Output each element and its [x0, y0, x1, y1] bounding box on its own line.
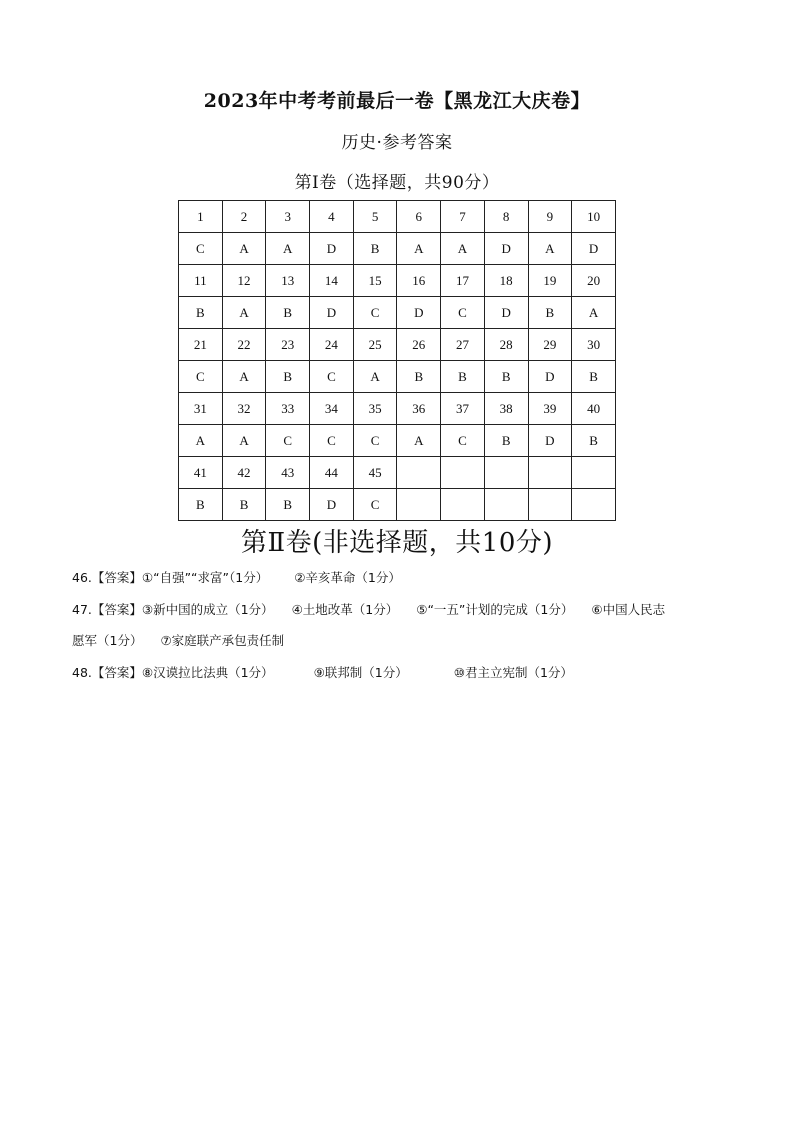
- answer-cell: A: [266, 233, 310, 265]
- question-number-cell: 44: [310, 457, 354, 489]
- question-number-cell: 45: [353, 457, 397, 489]
- question-number-row: [179, 393, 616, 425]
- answer-cell: D: [310, 297, 354, 329]
- answer-cell: C: [353, 489, 397, 521]
- answer-table: [178, 200, 616, 521]
- question-number-cell: 34: [310, 393, 354, 425]
- question-number-cell: 43: [266, 457, 310, 489]
- answer-cell: D: [528, 425, 572, 457]
- question-number-cell: 37: [441, 393, 485, 425]
- answer-row: [179, 489, 616, 521]
- answer-cell: A: [222, 297, 266, 329]
- document-subtitle: 历史·参考答案: [341, 133, 453, 153]
- question-number-cell: [441, 457, 485, 489]
- answer-cell: B: [353, 233, 397, 265]
- answer-cell: D: [484, 233, 528, 265]
- question-number-cell: 14: [310, 265, 354, 297]
- answer-cell: A: [222, 233, 266, 265]
- question-number-cell: 5: [353, 201, 397, 233]
- answer-cell: A: [572, 297, 616, 329]
- answer-46-item-1: ①“自强”“求富”（1分）: [141, 570, 269, 585]
- question-number-cell: 25: [353, 329, 397, 361]
- answer-cell: B: [266, 489, 310, 521]
- question-number-cell: 1: [179, 201, 223, 233]
- answer-cell: C: [441, 297, 485, 329]
- question-number-row: [179, 265, 616, 297]
- question-number-cell: 4: [310, 201, 354, 233]
- answer-row: [179, 425, 616, 457]
- question-number-cell: 20: [572, 265, 616, 297]
- answer-cell: [441, 489, 485, 521]
- answer-row: [179, 233, 616, 265]
- answer-cell: B: [179, 489, 223, 521]
- question-number-cell: 27: [441, 329, 485, 361]
- answer-cell: [397, 489, 441, 521]
- question-number-cell: 26: [397, 329, 441, 361]
- answer-cell: A: [222, 361, 266, 393]
- question-number-cell: [528, 457, 572, 489]
- question-number-row: [179, 329, 616, 361]
- answer-cell: [528, 489, 572, 521]
- question-number-cell: 42: [222, 457, 266, 489]
- question-number-cell: 3: [266, 201, 310, 233]
- answer-cell: [484, 489, 528, 521]
- question-number-cell: 10: [572, 201, 616, 233]
- answer-cell: D: [310, 489, 354, 521]
- answer-cell: A: [397, 425, 441, 457]
- answer-46-prefix: 46.【答案】: [72, 570, 142, 585]
- document-title: 2023年中考考前最后一卷【黑龙江大庆卷】: [203, 90, 591, 112]
- question-number-cell: 2: [222, 201, 266, 233]
- answer-cell: C: [310, 361, 354, 393]
- question-number-cell: 21: [179, 329, 223, 361]
- question-number-cell: 8: [484, 201, 528, 233]
- answer-cell: B: [179, 297, 223, 329]
- answer-47: [72, 600, 665, 618]
- answer-cell: B: [266, 297, 310, 329]
- answer-cell: C: [266, 425, 310, 457]
- question-number-cell: [397, 457, 441, 489]
- answer-cell: B: [222, 489, 266, 521]
- answer-48: [72, 663, 573, 681]
- question-number-cell: 36: [397, 393, 441, 425]
- answer-cell: C: [310, 425, 354, 457]
- question-number-cell: 12: [222, 265, 266, 297]
- question-number-cell: 13: [266, 265, 310, 297]
- question-number-row: [179, 457, 616, 489]
- question-number-cell: 40: [572, 393, 616, 425]
- section-1-heading: 第Ⅰ卷（选择题，共90分）: [294, 173, 500, 193]
- answer-cell: B: [484, 361, 528, 393]
- answer-46-item-2: ②辛亥革命（1分）: [294, 570, 401, 585]
- answer-cell: B: [528, 297, 572, 329]
- question-number-cell: 32: [222, 393, 266, 425]
- answer-47-item-6a: ⑥中国人民志: [591, 602, 666, 617]
- answer-48-item-9: ⑨联邦制（1分）: [313, 665, 408, 680]
- answer-48-item-10: ⑩君主立宪制（1分）: [453, 665, 573, 680]
- answer-row: [179, 297, 616, 329]
- question-number-cell: 19: [528, 265, 572, 297]
- question-number-cell: 6: [397, 201, 441, 233]
- answer-cell: B: [397, 361, 441, 393]
- answer-cell: A: [397, 233, 441, 265]
- question-number-cell: 31: [179, 393, 223, 425]
- answer-cell: B: [572, 425, 616, 457]
- answer-cell: C: [179, 361, 223, 393]
- question-number-cell: 29: [528, 329, 572, 361]
- answer-47-item-5: ⑤“一五”计划的完成（1分）: [416, 602, 574, 617]
- answer-cell: C: [353, 297, 397, 329]
- answer-48-item-8: ⑧汉谟拉比法典（1分）: [141, 665, 274, 680]
- answer-cell: B: [266, 361, 310, 393]
- answer-cell: C: [179, 233, 223, 265]
- question-number-cell: [484, 457, 528, 489]
- question-number-cell: [572, 457, 616, 489]
- question-number-cell: 28: [484, 329, 528, 361]
- answer-46: [72, 568, 401, 586]
- answer-cell: C: [441, 425, 485, 457]
- answer-47-item-6b: 愿军（1分）: [72, 633, 143, 648]
- answer-cell: A: [222, 425, 266, 457]
- answer-cell: D: [572, 233, 616, 265]
- question-number-cell: 41: [179, 457, 223, 489]
- answer-47-continued: [72, 631, 284, 649]
- question-number-cell: 11: [179, 265, 223, 297]
- answer-cell: D: [484, 297, 528, 329]
- answer-cell: A: [179, 425, 223, 457]
- question-number-cell: 16: [397, 265, 441, 297]
- answer-47-item-3: ③新中国的成立（1分）: [141, 602, 274, 617]
- answer-cell: A: [441, 233, 485, 265]
- answer-47-prefix: 47.【答案】: [72, 602, 142, 617]
- answer-cell: D: [310, 233, 354, 265]
- answer-cell: A: [528, 233, 572, 265]
- answer-cell: B: [484, 425, 528, 457]
- answer-cell: [572, 489, 616, 521]
- answer-cell: D: [528, 361, 572, 393]
- question-number-cell: 22: [222, 329, 266, 361]
- question-number-cell: 38: [484, 393, 528, 425]
- question-number-cell: 18: [484, 265, 528, 297]
- question-number-cell: 7: [441, 201, 485, 233]
- question-number-row: [179, 201, 616, 233]
- question-number-cell: 35: [353, 393, 397, 425]
- answer-cell: B: [441, 361, 485, 393]
- answer-cell: C: [353, 425, 397, 457]
- question-number-cell: 9: [528, 201, 572, 233]
- answer-48-prefix: 48.【答案】: [72, 665, 142, 680]
- section-2-heading: 第Ⅱ卷(非选择题，共10分): [240, 528, 554, 558]
- question-number-cell: 33: [266, 393, 310, 425]
- answer-47-item-4: ④土地改革（1分）: [291, 602, 399, 617]
- question-number-cell: 30: [572, 329, 616, 361]
- answer-cell: D: [397, 297, 441, 329]
- question-number-cell: 17: [441, 265, 485, 297]
- question-number-cell: 15: [353, 265, 397, 297]
- question-number-cell: 39: [528, 393, 572, 425]
- question-number-cell: 24: [310, 329, 354, 361]
- answer-cell: A: [353, 361, 397, 393]
- answer-cell: B: [572, 361, 616, 393]
- answer-47-item-7: ⑦家庭联产承包责任制: [160, 633, 285, 648]
- answer-row: [179, 361, 616, 393]
- question-number-cell: 23: [266, 329, 310, 361]
